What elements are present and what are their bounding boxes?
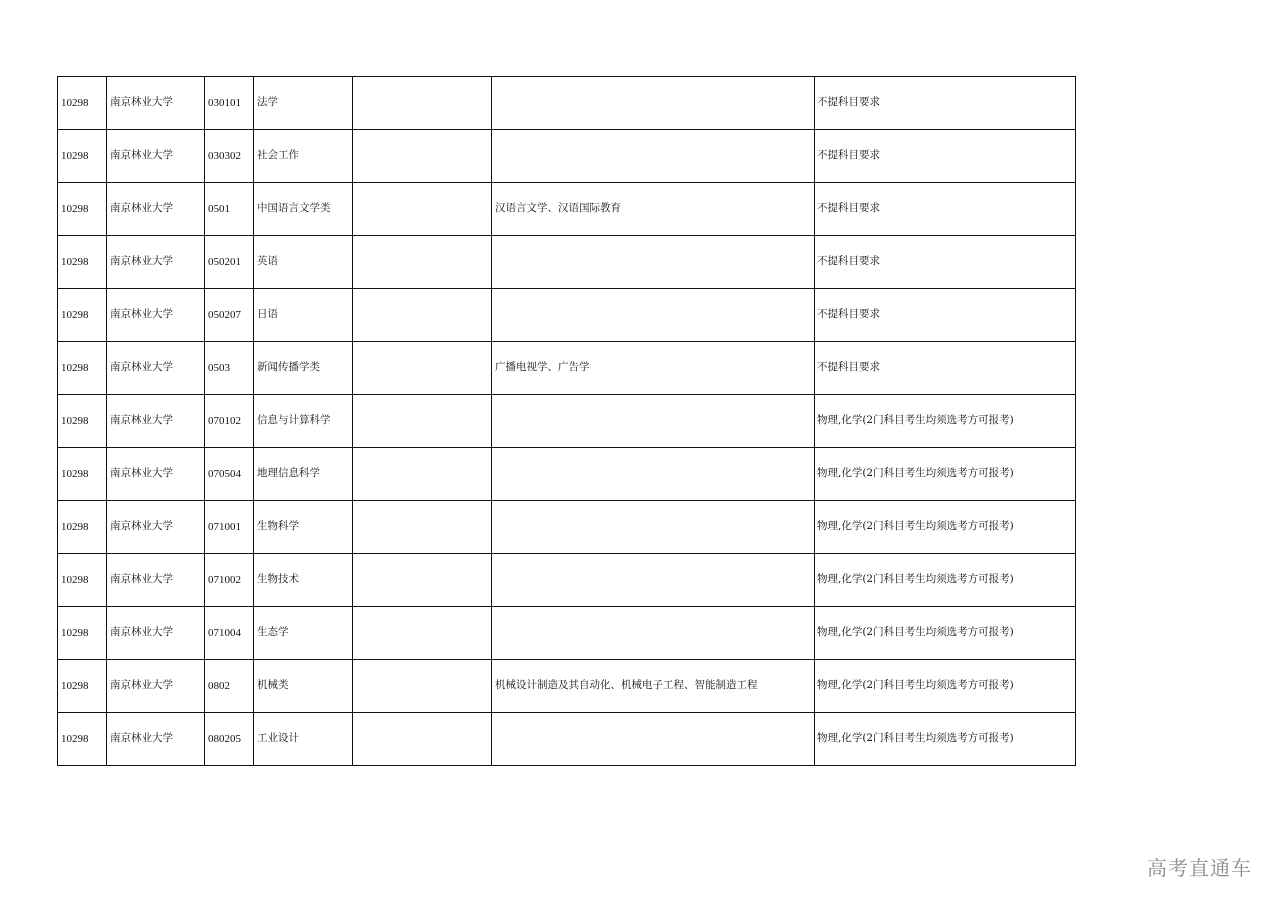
major-name-cell: 机械类 [254,660,353,713]
school-code-cell: 10298 [58,554,107,607]
included-majors-cell [492,289,815,342]
table-body [58,77,1076,766]
included-majors-cell [492,607,815,660]
school-name-cell: 南京林业大学 [107,289,205,342]
category-cell [353,607,492,660]
school-name-cell: 南京林业大学 [107,660,205,713]
school-code-cell: 10298 [58,660,107,713]
school-code-cell: 10298 [58,395,107,448]
school-code-cell: 10298 [58,77,107,130]
included-majors-cell [492,395,815,448]
table-row [58,289,1076,342]
school-code-cell: 10298 [58,236,107,289]
table-row [58,607,1076,660]
school-code-cell: 10298 [58,501,107,554]
category-cell [353,501,492,554]
major-code-cell: 030302 [205,130,254,183]
subject-requirement-cell: 物理,化学(2门科目考生均须选考方可报考) [815,501,1076,554]
watermark-text: 高考直通车 [1147,856,1252,880]
major-code-cell: 071004 [205,607,254,660]
major-name-cell: 生态学 [254,607,353,660]
category-cell [353,660,492,713]
included-majors-cell [492,130,815,183]
subject-requirement-cell: 物理,化学(2门科目考生均须选考方可报考) [815,660,1076,713]
school-name-cell: 南京林业大学 [107,554,205,607]
category-cell [353,554,492,607]
included-majors-cell: 机械设计制造及其自动化、机械电子工程、智能制造工程 [492,660,815,713]
major-code-cell: 050207 [205,289,254,342]
school-name-cell: 南京林业大学 [107,448,205,501]
included-majors-cell: 广播电视学、广告学 [492,342,815,395]
subject-requirement-cell: 不提科目要求 [815,289,1076,342]
included-majors-cell [492,77,815,130]
subject-requirement-cell: 不提科目要求 [815,236,1076,289]
major-code-cell: 050201 [205,236,254,289]
major-code-cell: 071001 [205,501,254,554]
included-majors-cell [492,713,815,766]
school-code-cell: 10298 [58,448,107,501]
included-majors-cell [492,501,815,554]
school-code-cell: 10298 [58,289,107,342]
category-cell [353,289,492,342]
major-name-cell: 地理信息科学 [254,448,353,501]
category-cell [353,236,492,289]
major-name-cell: 新闻传播学类 [254,342,353,395]
major-name-cell: 中国语言文学类 [254,183,353,236]
included-majors-cell [492,236,815,289]
school-name-cell: 南京林业大学 [107,130,205,183]
category-cell [353,183,492,236]
category-cell [353,77,492,130]
category-cell [353,448,492,501]
included-majors-cell: 汉语言文学、汉语国际教育 [492,183,815,236]
subject-requirement-cell: 物理,化学(2门科目考生均须选考方可报考) [815,607,1076,660]
major-code-cell: 071002 [205,554,254,607]
table-row [58,77,1076,130]
major-name-cell: 社会工作 [254,130,353,183]
category-cell [353,130,492,183]
major-code-cell: 070102 [205,395,254,448]
table-row [58,554,1076,607]
subject-requirement-cell: 不提科目要求 [815,77,1076,130]
table-row [58,395,1076,448]
major-code-cell: 070504 [205,448,254,501]
table-row [58,183,1076,236]
subject-requirement-cell: 物理,化学(2门科目考生均须选考方可报考) [815,713,1076,766]
table-row [58,660,1076,713]
school-name-cell: 南京林业大学 [107,183,205,236]
major-name-cell: 日语 [254,289,353,342]
major-code-cell: 030101 [205,77,254,130]
major-code-cell: 080205 [205,713,254,766]
table-row [58,713,1076,766]
school-name-cell: 南京林业大学 [107,713,205,766]
school-name-cell: 南京林业大学 [107,501,205,554]
subject-requirements-table [57,76,1076,766]
school-code-cell: 10298 [58,183,107,236]
category-cell [353,395,492,448]
school-name-cell: 南京林业大学 [107,342,205,395]
major-code-cell: 0802 [205,660,254,713]
major-name-cell: 工业设计 [254,713,353,766]
school-name-cell: 南京林业大学 [107,607,205,660]
major-code-cell: 0503 [205,342,254,395]
major-name-cell: 生物科学 [254,501,353,554]
category-cell [353,713,492,766]
subject-requirement-cell: 物理,化学(2门科目考生均须选考方可报考) [815,395,1076,448]
school-code-cell: 10298 [58,342,107,395]
included-majors-cell [492,448,815,501]
school-code-cell: 10298 [58,607,107,660]
school-name-cell: 南京林业大学 [107,77,205,130]
major-name-cell: 生物技术 [254,554,353,607]
subject-requirement-cell: 不提科目要求 [815,342,1076,395]
school-name-cell: 南京林业大学 [107,395,205,448]
table-row [58,501,1076,554]
included-majors-cell [492,554,815,607]
school-code-cell: 10298 [58,713,107,766]
table-row [58,448,1076,501]
subject-requirement-cell: 不提科目要求 [815,130,1076,183]
subject-requirement-cell: 物理,化学(2门科目考生均须选考方可报考) [815,448,1076,501]
major-name-cell: 英语 [254,236,353,289]
category-cell [353,342,492,395]
major-name-cell: 信息与计算科学 [254,395,353,448]
school-name-cell: 南京林业大学 [107,236,205,289]
table-row [58,342,1076,395]
major-code-cell: 0501 [205,183,254,236]
school-code-cell: 10298 [58,130,107,183]
subject-requirement-cell: 物理,化学(2门科目考生均须选考方可报考) [815,554,1076,607]
table-row [58,236,1076,289]
major-name-cell: 法学 [254,77,353,130]
table-row [58,130,1076,183]
subject-requirement-cell: 不提科目要求 [815,183,1076,236]
